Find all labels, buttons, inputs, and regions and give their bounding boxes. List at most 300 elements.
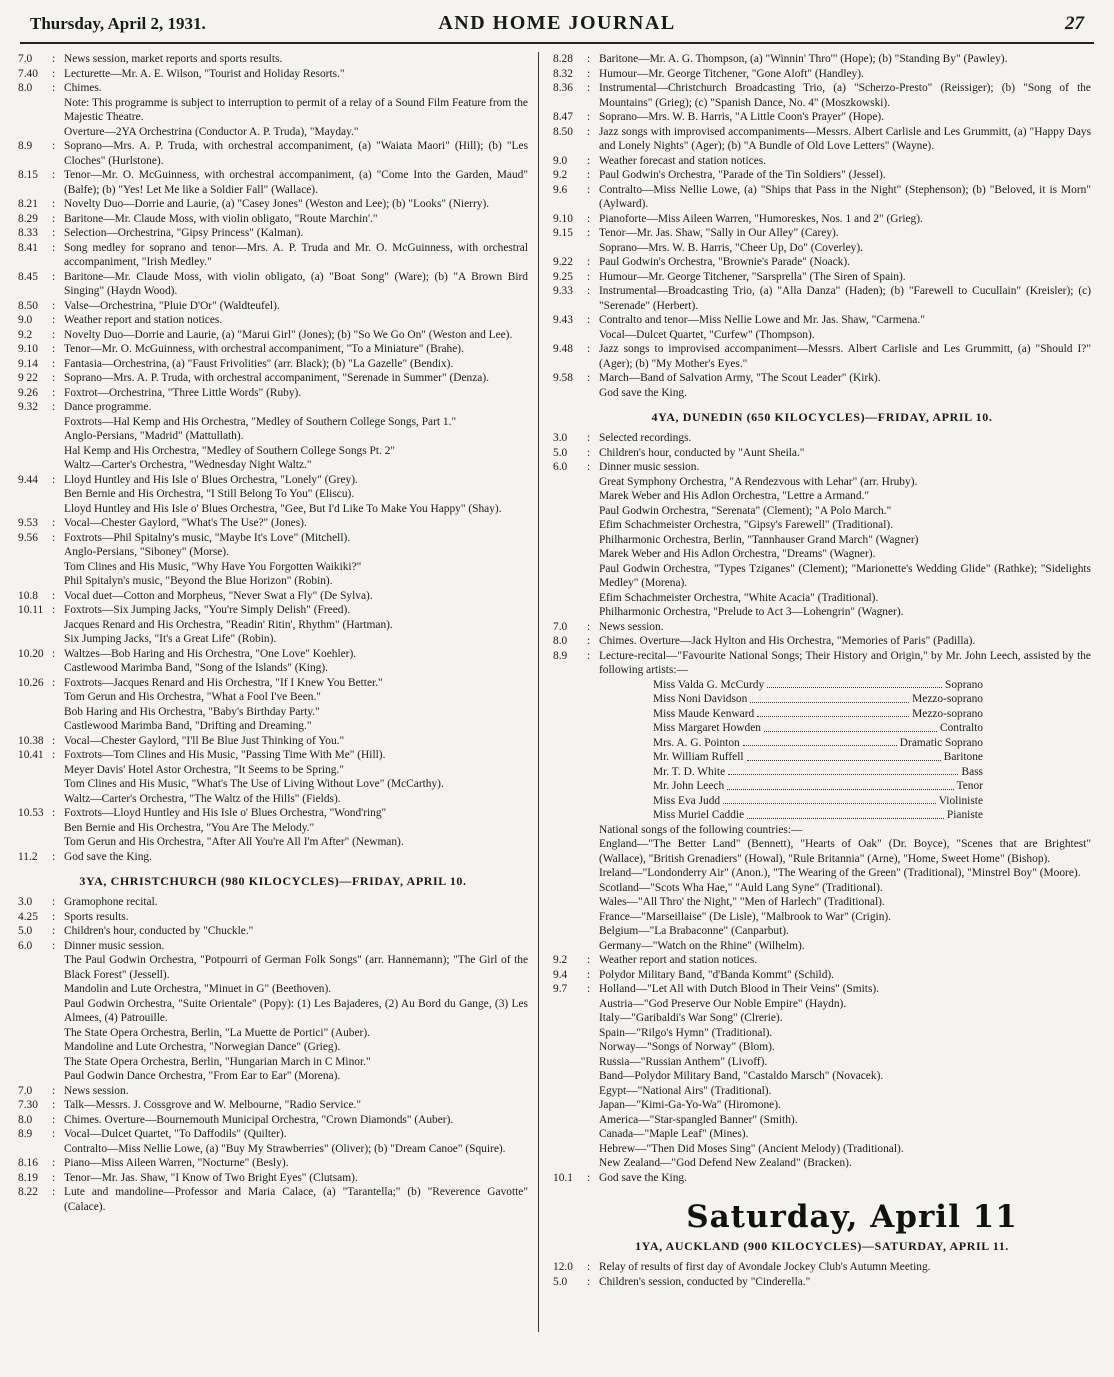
item-colon: : [52, 314, 56, 326]
programme-item [18, 473, 528, 488]
leader-dots [728, 765, 958, 776]
item-time: 9.2 [18, 328, 33, 341]
item-time [553, 924, 587, 939]
programme-item [18, 574, 528, 589]
programme-item [18, 197, 528, 212]
item-colon: : [52, 473, 56, 486]
programme-item [18, 560, 528, 575]
item-colon: : [52, 140, 56, 152]
saturday-day-heading: Saturday, April 11 [686, 1199, 1018, 1235]
artist-voice: Pianiste [946, 809, 983, 821]
item-time: 12.0 [553, 1261, 573, 1273]
item-text: Waltz—Carter's Orchestra, "Wednesday Night Waltz." [64, 459, 312, 471]
item-text: Selected recordings. [599, 432, 692, 444]
item-colon: : [52, 169, 56, 181]
programme-item [553, 1055, 1091, 1070]
programme-item [18, 763, 528, 778]
item-time: 8.21 [18, 198, 38, 210]
programme-item [18, 661, 528, 676]
programme-item [553, 125, 1091, 154]
item-text: Phil Spitalyn's music, "Beyond the Blue Horizon" (Robin). [64, 575, 333, 587]
item-colon [587, 1040, 599, 1055]
item-time [18, 96, 52, 125]
3ya-programme-list [18, 895, 528, 1214]
item-text: Humour—Mr. George Titchener, "Gone Aloft" (Handley). [599, 67, 864, 80]
item-text: Philharmonic Orchestra, "Prelude to Act 3—Lohengrin" (Wagner). [599, 606, 904, 618]
item-text: Foxtrots—Phil Spitalny's music, "Maybe It's Love" (Mitchell). [64, 531, 351, 544]
item-time [18, 560, 52, 575]
item-colon: : [52, 198, 56, 210]
item-text: God save the King. [599, 386, 687, 399]
programme-item [18, 1171, 528, 1186]
item-time [553, 1098, 587, 1113]
item-text: Italy—"Garibaldi's War Song" (Clrerie). [599, 1012, 783, 1024]
item-text: Waltzes—Bob Haring and His Orchestra, "One Love" Koehler). [64, 647, 357, 660]
item-text: Anglo-Persians, "Madrid" (Mattullath). [64, 430, 244, 442]
item-colon: : [52, 531, 56, 544]
item-text: Jazz songs with improvised accompaniments—Messrs. Albert Carlisle and Les Grummitt, (a) "Happy Days and Lonely Nights" (Ager); (b) "A Bundle of Old Love Letters" (Wayne). [599, 125, 1091, 152]
item-text: God save the King. [599, 1171, 687, 1184]
item-colon: : [587, 343, 591, 355]
artist-name: Mr. John Leech [653, 780, 725, 792]
item-colon: : [52, 850, 56, 863]
programme-item [553, 154, 1091, 169]
item-text: Foxtrots—Jacques Renard and His Orchestra, "If I Knew You Better." [64, 676, 383, 689]
item-colon [52, 1040, 64, 1055]
item-text: Meyer Davis' Hotel Astor Orchestra, "It Seems to be Spring." [64, 763, 344, 776]
item-text: Waltz—Carter's Orchestra, "The Waltz of the Hills" (Fields). [64, 792, 341, 805]
item-text: Lloyd Huntley and His Isle o' Blues Orchestra, "Gee, But I'd Like To Make You Happy" (Shay). [64, 502, 502, 515]
artist-row [553, 707, 983, 722]
programme-item [18, 997, 528, 1026]
programme-item [553, 881, 1091, 896]
item-text: New Zealand—"God Defend New Zealand" (Bracken). [599, 1157, 852, 1169]
leader-dots [757, 707, 909, 718]
item-text: Pianoforte—Miss Aileen Warren, "Humoreskes, Nos. 1 and 2" (Grieg). [599, 212, 923, 225]
item-text: Weather report and station notices. [599, 954, 758, 966]
item-text: Piano—Miss Aileen Warren, "Nocturne" (Besly). [64, 1157, 289, 1169]
item-text: Baritone—Mr. A. G. Thompson, (a) "Winnin' Thro'" (Hope); (b) "Standing By" (Pawley). [599, 53, 1008, 65]
item-text: Foxtrots—Six Jumping Jacks, "You're Simply Delish" (Freed). [64, 604, 351, 616]
item-time [553, 1156, 587, 1171]
item-colon: : [52, 939, 56, 952]
item-text: Novelty Duo—Dorrie and Laurie, (a) "Marui Girl" (Jones); (b) "So We Go On" (Weston and Lee). [64, 328, 513, 341]
leader-dots [767, 678, 942, 689]
item-time [553, 1055, 587, 1070]
item-colon: : [587, 314, 591, 326]
item-colon: : [52, 1171, 56, 1184]
item-text: Hebrew—"Then Did Moses Sing" (Ancient Melody) (Traditional). [599, 1142, 904, 1155]
item-colon: : [587, 1275, 591, 1288]
programme-item [553, 518, 1091, 533]
item-colon [52, 618, 64, 633]
item-text: Castlewood Marimba Band, "Song of the Islands" (King). [64, 662, 328, 674]
item-time: 8.32 [553, 67, 573, 80]
programme-item [18, 939, 528, 954]
item-colon [52, 705, 64, 720]
programme-item [18, 400, 528, 415]
item-colon [52, 429, 64, 444]
programme-item [553, 1156, 1091, 1171]
programme-item [18, 982, 528, 997]
item-text: Jazz songs to improvised accompaniment—Messrs. Albert Carlisle and Les Grummitt, (a) "Should I?" (Ager); (b) "My Mother's Eyes." [599, 343, 1091, 370]
programme-item [18, 328, 528, 343]
item-text: Paul Godwin Dance Orchestra, "From Ear to Ear" (Morena). [64, 1070, 341, 1082]
item-colon [587, 241, 599, 256]
item-colon [587, 1055, 599, 1070]
item-time [553, 591, 587, 606]
item-text: Mandoline and Lute Orchestra, "Norwegian Dance" (Grieg). [64, 1041, 341, 1053]
artist-row [553, 765, 983, 780]
item-text: Soprano—Mrs. W. B. Harris, "Cheer Up, Do" (Coverley). [599, 241, 863, 254]
item-time [18, 502, 52, 517]
item-text: Contralto and tenor—Miss Nellie Lowe and Mr. Jas. Shaw, "Carmena." [599, 314, 925, 326]
item-time: 9.58 [553, 372, 573, 384]
item-time: 8.22 [18, 1186, 38, 1198]
item-time [553, 1040, 587, 1055]
item-time [553, 1127, 587, 1142]
programme-item [18, 953, 528, 982]
programme-item [553, 634, 1091, 649]
item-text: March—Band of Salvation Army, "The Scout Leader" (Kirk). [599, 372, 881, 384]
item-colon: : [587, 227, 591, 239]
item-text: Song medley for soprano and tenor—Mrs. A. P. Truda and Mr. O. McGuinness, with orchestral accompaniment, "Irish Medley." [64, 241, 528, 268]
item-time [553, 1011, 587, 1026]
item-text: Japan—"Kimi-Ga-Yo-Wa" (Hiromone). [599, 1099, 781, 1111]
item-text: Paul Godwin's Orchestra, "Parade of the Tin Soldiers" (Jessel). [599, 169, 886, 181]
item-text: News session. [599, 620, 664, 633]
item-time: 3.0 [553, 432, 568, 444]
programme-item [553, 997, 1091, 1012]
item-time [18, 632, 52, 647]
programme-item [18, 125, 528, 140]
programme-item [18, 910, 528, 925]
artist-voice: Bass [961, 765, 983, 778]
programme-item [553, 284, 1091, 313]
item-time [18, 1026, 52, 1041]
item-time: 9.15 [553, 227, 573, 239]
programme-item [18, 429, 528, 444]
programme-item [18, 895, 528, 910]
1ya-programme-list [553, 1260, 1091, 1289]
item-text: Canada—"Maple Leaf" (Mines). [599, 1128, 749, 1140]
item-colon [52, 458, 64, 473]
item-colon [587, 562, 599, 591]
item-time [18, 953, 52, 982]
item-colon: : [52, 241, 56, 254]
left-column [18, 52, 528, 1214]
item-text: Tenor—Mr. Jas. Shaw, "Sally in Our Alley" (Carey). [599, 227, 839, 239]
programme-item [18, 777, 528, 792]
programme-item [18, 603, 528, 618]
programme-item [553, 67, 1091, 82]
programme-item [18, 821, 528, 836]
item-time: 8.0 [18, 82, 33, 94]
artist-row [553, 750, 983, 765]
item-text: Weather forecast and station notices. [599, 154, 767, 167]
item-time [553, 1142, 587, 1157]
programme-item [553, 1026, 1091, 1041]
programme-item [553, 1069, 1091, 1084]
auckland-heading: 1YA, AUCKLAND (900 KILOCYCLES)—SATURDAY, APRIL 11. [635, 1239, 1009, 1253]
item-text: Contralto—Miss Nellie Lowe, (a) "Buy My Strawberries" (Oliver); (b) "Dream Canoe" (Squire). [64, 1142, 506, 1155]
programme-item [553, 1040, 1091, 1055]
item-time: 8.0 [553, 635, 568, 647]
item-time [18, 997, 52, 1026]
page-number: 27 [1065, 13, 1084, 34]
programme-item [553, 895, 1091, 910]
item-time: 9.6 [553, 183, 568, 196]
item-time [553, 504, 587, 519]
programme-item [553, 475, 1091, 490]
programme-item [553, 183, 1091, 212]
artist-voice: Contralto [939, 722, 983, 734]
item-time [18, 777, 52, 792]
item-time: 9.2 [553, 169, 568, 181]
programme-item [553, 371, 1091, 386]
item-colon: : [587, 432, 591, 444]
programme-item [18, 1113, 528, 1128]
artist-name: Miss Eva Judd [653, 794, 721, 807]
programme-item [553, 939, 1091, 954]
item-time [18, 1142, 52, 1157]
programme-item [553, 460, 1091, 475]
programme-item [18, 313, 528, 328]
item-colon [587, 533, 599, 548]
item-time: 8.9 [553, 649, 568, 662]
programme-item [18, 226, 528, 241]
programme-item [553, 313, 1091, 328]
item-text: Six Jumping Jacks, "It's a Great Life" (Robin). [64, 633, 277, 645]
programme-item [18, 241, 528, 270]
item-time: 9.44 [18, 473, 38, 486]
item-colon: : [587, 968, 591, 981]
programme-item [553, 649, 1091, 678]
item-time: 11.2 [18, 850, 38, 863]
programme-item [18, 270, 528, 299]
item-time: 9.7 [553, 983, 568, 995]
item-text: Marek Weber and His Adlon Orchestra, "Dreams" (Wagner). [599, 548, 876, 560]
item-text: Scotland—"Scots Wha Hae," "Auld Lang Syne" (Traditional). [599, 881, 883, 894]
programme-item [553, 866, 1091, 881]
item-time [18, 763, 52, 778]
item-text: Children's hour, conducted by "Chuckle." [64, 925, 254, 937]
item-time: 8.50 [553, 125, 573, 138]
item-colon: : [52, 676, 56, 689]
programme-item [18, 371, 528, 386]
item-colon: : [587, 111, 591, 123]
leader-dots [727, 779, 953, 790]
item-time: 9.0 [18, 314, 33, 326]
artist-name: Miss Margaret Howden [653, 722, 761, 734]
item-colon: : [587, 154, 591, 167]
item-time [18, 982, 52, 997]
item-time: 3.0 [18, 896, 33, 908]
item-time [18, 690, 52, 705]
item-colon [587, 866, 599, 881]
programme-item [553, 1011, 1091, 1026]
programme-item [18, 1069, 528, 1084]
item-time [553, 823, 587, 838]
artist-row [553, 678, 983, 693]
programme-item [18, 690, 528, 705]
item-colon: : [52, 1113, 56, 1126]
item-text: Foxtrots—Lloyd Huntley and His Isle o' Blues Orchestra, "Wond'ring" [64, 807, 387, 819]
item-time: 9.32 [18, 401, 38, 413]
programme-item [18, 52, 528, 67]
programme-item [18, 850, 528, 865]
programme-item [553, 837, 1091, 866]
item-text: Tom Gerun and His Orchestra, "After All You're All I'm After" (Newman). [64, 836, 404, 848]
item-text: Jacques Renard and His Orchestra, "Readin' Ritin', Rhythm" (Hartman). [64, 618, 393, 631]
item-text: Soprano—Mrs. A. P. Truda, with orchestral accompaniment, (a) "Waiata Maori" (Hill); (b) "Les Cloches" (Hurlstone). [64, 140, 528, 167]
right-column [553, 52, 1091, 1289]
item-text: Children's hour, conducted by "Aunt Sheila." [599, 446, 805, 459]
programme-item [18, 516, 528, 531]
item-colon [52, 835, 64, 850]
item-time [553, 910, 587, 925]
item-colon [587, 1142, 599, 1157]
programme-item [553, 1142, 1091, 1157]
programme-item [18, 139, 528, 168]
item-text: Mandolin and Lute Orchestra, "Minuet in G" (Beethoven). [64, 983, 332, 995]
item-time [553, 533, 587, 548]
item-time: 10.53 [18, 807, 44, 819]
item-colon [52, 997, 64, 1026]
item-colon [52, 415, 64, 430]
item-text: Anglo-Persians, "Siboney" (Morse). [64, 546, 229, 558]
programme-item [18, 618, 528, 633]
item-colon [587, 475, 599, 490]
item-colon [587, 1011, 599, 1026]
programme-item [553, 968, 1091, 983]
item-time [18, 1069, 52, 1084]
item-time [553, 241, 587, 256]
programme-item [18, 792, 528, 807]
item-colon [587, 823, 599, 838]
item-text: Paul Godwin Orchestra, "Types Tziganes" (Clement); "Marionette's Wedding Glide" (Rathke); "Sidelights Medley" (Morena). [599, 562, 1091, 589]
item-time [553, 386, 587, 401]
programme-item [553, 110, 1091, 125]
item-time [553, 605, 587, 620]
item-colon: : [587, 67, 591, 80]
item-text: Foxtrots—Hal Kemp and His Orchestra, "Medley of Southern College Songs, Part 1." [64, 415, 457, 428]
programme-item [553, 1113, 1091, 1128]
programme-item [18, 545, 528, 560]
item-time: 7.40 [18, 67, 38, 80]
item-colon: : [52, 925, 56, 937]
artist-row [553, 808, 983, 823]
programme-item [553, 168, 1091, 183]
item-time: 9.10 [18, 343, 38, 355]
programme-item [553, 591, 1091, 606]
item-colon [587, 591, 599, 606]
item-text: Relay of results of first day of Avondale Jockey Club's Autumn Meeting. [599, 1261, 931, 1273]
item-colon: : [52, 357, 56, 370]
item-text: News session, market reports and sports results. [64, 53, 283, 65]
item-text: Dinner music session. [64, 939, 165, 952]
item-time [553, 518, 587, 533]
programme-item [553, 504, 1091, 519]
programme-item [18, 531, 528, 546]
item-colon [587, 1113, 599, 1128]
item-colon [52, 560, 64, 575]
item-text: The State Opera Orchestra, Berlin, "Hungarian March in C Minor." [64, 1055, 371, 1068]
programme-item [18, 1055, 528, 1070]
item-colon [52, 632, 64, 647]
artist-row [553, 794, 983, 809]
item-colon: : [52, 647, 56, 660]
programme-item [18, 924, 528, 939]
item-colon: : [52, 1128, 56, 1140]
item-text: Spain—"Rilgo's Hymn" (Traditional). [599, 1026, 773, 1039]
item-colon [52, 982, 64, 997]
item-colon: : [587, 620, 591, 633]
programme-item [553, 823, 1091, 838]
dunedin-heading: 4YA, DUNEDIN (650 KILOCYCLES)—FRIDAY, APRIL 10. [651, 410, 993, 424]
item-colon: : [52, 212, 56, 225]
item-time: 5.0 [18, 925, 33, 937]
item-time [18, 545, 52, 560]
programme-item [553, 342, 1091, 371]
item-time: 9.33 [553, 285, 573, 297]
item-text: Humour—Mr. George Titchener, "Sarsprella" (The Siren of Spain). [599, 270, 906, 283]
column-divider [538, 52, 539, 1332]
programme-item [18, 1098, 528, 1113]
item-text: Belgium—"La Brabaconne" (Canparbut). [599, 925, 789, 937]
item-colon: : [52, 299, 56, 312]
artist-row [553, 721, 983, 736]
programme-item [18, 415, 528, 430]
programme-item [553, 1171, 1091, 1186]
item-time: 4.25 [18, 910, 38, 923]
item-time: 10.11 [18, 604, 44, 616]
programme-item [553, 226, 1091, 241]
item-colon [587, 997, 599, 1012]
item-text: Tenor—Mr. Jas. Shaw, "I Know of Two Bright Eyes" (Clutsam). [64, 1171, 358, 1184]
issue-date: Thursday, April 2, 1931. [30, 14, 206, 33]
item-colon [587, 386, 599, 401]
programme-item [18, 1127, 528, 1142]
item-time: 8.41 [18, 241, 38, 254]
artist-list [553, 678, 1091, 823]
item-time [553, 489, 587, 504]
item-time: 8.19 [18, 1171, 38, 1184]
artist-name: Mrs. A. G. Pointon [653, 736, 740, 749]
item-text: Note: This programme is subject to interruption to permit of a relay of a Sound Film Feature from the Majestic Theatre. [64, 96, 528, 123]
item-text: Efim Schachmeister Orchestra, "White Acacia" (Traditional). [599, 591, 879, 604]
item-time [553, 939, 587, 954]
christchurch-heading: 3YA, CHRISTCHURCH (980 KILOCYCLES)—FRIDAY, APRIL 10. [79, 874, 467, 888]
item-time: 8.15 [18, 169, 38, 181]
item-text: Tom Gerun and His Orchestra, "What a Fool I've Been." [64, 691, 321, 703]
item-time [18, 719, 52, 734]
programme-item [18, 589, 528, 604]
item-time [553, 1084, 587, 1099]
item-time: 9.26 [18, 386, 38, 399]
programme-item [18, 1026, 528, 1041]
item-colon [587, 895, 599, 910]
programme-item [553, 328, 1091, 343]
item-time [18, 429, 52, 444]
item-time: 10.38 [18, 734, 44, 747]
item-text: Wales—"All Thro' the Night," "Men of Harlech" (Traditional). [599, 896, 885, 908]
item-time: 8.16 [18, 1157, 38, 1169]
item-colon: : [587, 446, 591, 459]
artist-voice: Baritone [943, 751, 983, 763]
programme-item [18, 1185, 528, 1214]
item-text: Norway—"Songs of Norway" (Blom). [599, 1041, 775, 1053]
